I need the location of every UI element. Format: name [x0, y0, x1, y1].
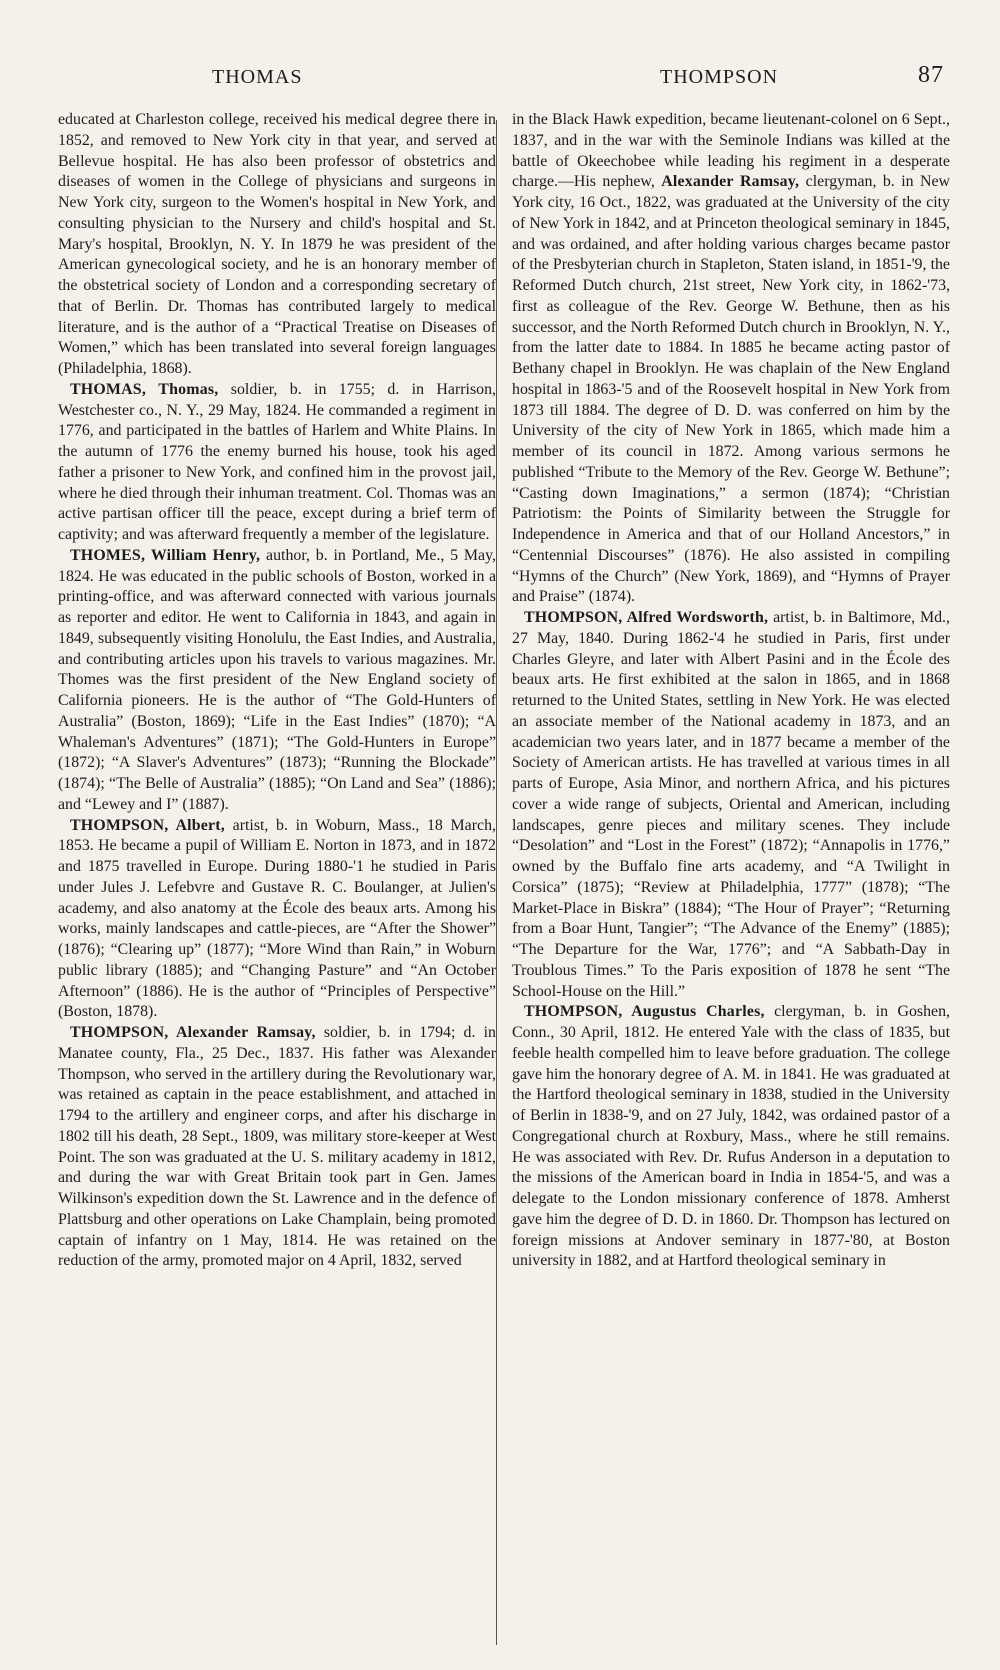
entry-text: soldier, b. in 1755; d. in Harrison, Westchester co., N. Y., 29 May, 1824. He commanded a regiment in 1776, and participated in the battles of Harlem and White Plains. In the autumn of 1776 the enemy burned his house, took his aged father a prisoner to New York, and confined him in the provost jail, where he died through their inhuman treatment. Col. Thomas was an active partisan officer till the peace, except during a brief term of captivity; and was afterward frequently a member of the legislature. — [58, 380, 496, 543]
entry-name: THOMAS, Thomas, — [70, 380, 219, 398]
entry-text: clergyman, b. in New York city, 16 Oct., 1822, was graduated at the University of the city of New York in 1842, and at Princeton theological seminary in 1845, and was ordained, and after holding various charges became pastor of the Presbyterian church in Stapleton, Staten island, in 1851-'9, the Reformed Dutch church, 21st street, New York city, in 1862-'73, first as colleague of the Rev. George W. Bethune, then as his successor, and the North Reformed Dutch church in Brooklyn, N. Y., from the latter date to 1884. In 1885 he became acting pastor of Bethany chapel in Brooklyn. He was chaplain of the New England hospital in 1863-'5 and of the Roosevelt hospital in New York from 1873 till 1884. The degree of D. D. was conferred on him by the University of the city of New York in 1865, which made him a member of its council in 1872. Among various sermons he published “Tribute to the Memory of the Rev. George W. Bethune”; “Casting down Imaginations,” a sermon (1874); “Christian Patriotism: the Points of Similarity between the Struggle for Independence in America and that of our Holland Ancestors,” in “Centennial Discourses” (1876). He also assisted in compiling “Hymns of the Church” (New York, 1869), and “Hymns of Prayer and Praise” (1874). — [512, 173, 951, 606]
entry-thompson-alexander-ramsay — [58, 1023, 496, 1272]
page-number: 87 — [918, 62, 944, 88]
entry-thompson-albert — [58, 816, 496, 1024]
left-column — [58, 110, 496, 1272]
entry-thomes-william-henry — [58, 546, 496, 816]
column-divider — [496, 120, 497, 1645]
entry-name: THOMPSON, Alfred Wordsworth, — [524, 609, 769, 626]
entry-name: THOMPSON, Augustus Charles, — [524, 1003, 765, 1021]
entry-text: educated at Charleston college, received his medical degree there in 1852, and removed to New York city in that year, and served at Bellevue hospital. He has also been professor of obstetrics and diseases of women in the College of physicians and surgeons in New York city, surgeon to the Women's hospital in New York, and consulting physician to the Nursery and child's hospital and St. Mary's hospital, Brooklyn, N. Y. In 1879 he was president of the American gynecological society, and he is an honorary member of the obstetrical society of London and a corresponding secretary of that of Berlin. Dr. Thomas has contributed largely to medical literature, and is the author of a “Practical Treatise on Diseases of Women,” which has been translated into several foreign languages (Philadelphia, 1868). — [58, 111, 496, 377]
entry-thompson-alfred-wordsworth — [512, 608, 950, 1002]
entry-text: author, b. in Portland, Me., 5 May, 1824. He was educated in the public schools of Boston, worked in a printing-office, and was afterward connected with various journals as reporter and editor. He went to California in 1843, and again in 1849, subsequently visiting Honolulu, the East Indies, and Australia, and contributing articles upon his travels to various magazines. Mr. Thomes was the first president of the New England society of California pioneers. He is the author of “The Gold-Hunters of Australia” (Boston, 1869); “Life in the East Indies” (1870); “A Whaleman's Adventures” (1871); “The Gold-Hunters in Europe” (1872); “A Slaver's Adventures” (1873); “Running the Blockade” (1874); “The Belle of Australia” (1885); “On Land and Sea” (1886); and “Lewey and I” (1887). — [58, 546, 496, 813]
entry-thompson-augustus-charles — [512, 1002, 950, 1272]
right-column — [512, 110, 950, 1272]
entry-text: in the Black Hawk expedition, became lieutenant-colonel on 6 Sept., 1837, and in the war with the Seminole Indians was killed at the battle of Okeechobee while leading his regiment in a desperate charge.—His nephew, — [512, 111, 950, 191]
entry-name: THOMES, William Henry, — [70, 546, 261, 564]
running-header-left: THOMAS — [212, 66, 303, 88]
entry-text: clergyman, b. in Goshen, Conn., 30 April, 1812. He entered Yale with the class of 1835, but feeble health compelled him to leave before graduation. The college gave him the honorary degree of A. M. in 1841. He was graduated at the Hartford theological seminary in 1838, studied in the University of Berlin in 1838-'9, and on 27 July, 1842, was ordained pastor of a Congregational church at Roxbury, Mass., where he still remains. He was associated with Rev. Dr. Rufus Anderson in a deputation to the missions of the American board in India in 1854-'5, and was a delegate to the London missionary conference of 1878. Amherst gave him the degree of D. D. in 1860. Dr. Thompson has lectured on foreign missions at Andover seminary in 1877-'80, at Boston university in 1882, and at Hartford theological seminary in — [512, 1003, 951, 1270]
entry-text: artist, b. in Woburn, Mass., 18 March, 1853. He became a pupil of William E. Norton in 1873, and in 1872 and 1875 travelled in Europe. During 1880-'1 he studied in Paris under Jules J. Lefebvre and Gustave R. C. Boulanger, at Julien's academy, and also anatomy at the École des beaux arts. Among his works, mainly landscapes and cattle-pieces, are “After the Shower” (1876); “Clearing up” (1877); “More Wind than Rain,” in Woburn public library (1885); and “Changing Pasture” and “An October Afternoon” (1886). He is the author of “Principles of Perspective” (Boston, 1878). — [58, 816, 496, 1021]
entry-inline-name: Alexander Ramsay, — [661, 173, 800, 191]
entry-continued — [58, 110, 496, 380]
entry-thomas-thomas — [58, 380, 496, 546]
entry-continued — [512, 110, 950, 608]
entry-name: THOMPSON, Alexander Ramsay, — [70, 1024, 316, 1041]
running-header-center: THOMPSON — [660, 66, 779, 88]
entry-text: artist, b. in Baltimore, Md., 27 May, 1840. During 1862-'4 he studied in Paris, first under Charles Gleyre, and later with Albert Pasini and in the École des beaux arts. He first exhibited at the salon in 1865, and in 1868 returned to the United States, settling in New York. He was elected an associate member of the National academy in 1873, and an academician two years later, and in 1877 became a member of the Society of American artists. He has travelled at various times in all parts of Europe, Asia Minor, and northern Africa, and his pictures cover a wide range of subjects, Oriental and American, including landscapes, genre pieces and military scenes. They include “Desolation” and “Lost in the Forest” (1872); “Annapolis in 1776,” owned by the Buffalo fine arts academy, and “A Twilight in Corsica” (1875); “Review at Philadelphia, 1777” (1878); “The Market-Place in Biskra” (1884); “The Hour of Prayer”; “Returning from a Boar Hunt, Tangier”; “The Advance of the Enemy” (1885); “The Departure for the War, 1776”; and “A Sabbath-Day in Troublous Times.” To the Paris exposition of 1878 he sent “The School-House on the Hill.” — [512, 609, 950, 1000]
entry-text: soldier, b. in 1794; d. in Manatee county, Fla., 25 Dec., 1837. His father was Alexander Thompson, who served in the artillery during the Revolutionary war, was retained as captain in the peace establishment, and attached in 1794 to the artillery and engineer corps, and after his discharge in 1802 till his death, 28 Sept., 1809, was military store-keeper at West Point. The son was graduated at the U. S. military academy in 1812, and during the war with Great Britain took part in Gen. James Wilkinson's expedition down the St. Lawrence and in the defence of Plattsburg and other operations on Lake Champlain, being promoted captain of infantry on 1 May, 1814. He was retained on the reduction of the army, promoted major on 4 April, 1832, served — [58, 1024, 496, 1270]
entry-name: THOMPSON, Albert, — [70, 816, 225, 834]
